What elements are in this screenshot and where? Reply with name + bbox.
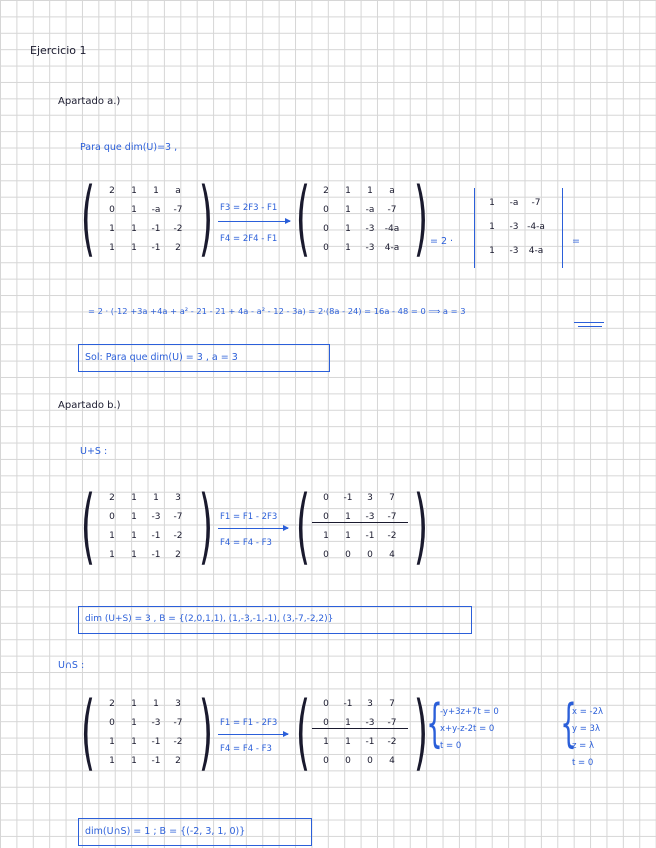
matrix-cell: 0 <box>323 512 329 522</box>
solution-text: Sol: Para que dim(U) = 3 , a = 3 <box>85 352 238 363</box>
matrix-cell: 1 <box>345 718 351 728</box>
left-paren: ( <box>295 479 311 574</box>
det-equals: = <box>572 236 580 247</box>
matrix-cell: a <box>175 186 181 196</box>
matrix-cell: 0 <box>323 550 329 560</box>
matrix-cell: -2 <box>173 737 183 747</box>
matrix-cell: 4 <box>389 550 395 560</box>
matrix-cell: 1 <box>153 699 159 709</box>
matrix-cell: 0 <box>367 756 373 766</box>
matrix-cell: 1 <box>131 550 137 560</box>
determinant-bar <box>562 188 563 268</box>
matrix-cell: 1 <box>489 222 495 232</box>
matrix-cell: 3 <box>175 493 181 503</box>
matrix-cell: -a <box>365 205 375 215</box>
matrix-cell: 3 <box>367 493 373 503</box>
matrix-cell: -3 <box>365 224 375 234</box>
matrix-cell: 1 <box>131 737 137 747</box>
matrix-cell: 1 <box>153 493 159 503</box>
section-a-intro: Para que dim(U)=3 , <box>80 142 178 153</box>
left-paren: ( <box>80 685 96 780</box>
matrix-cell: 1 <box>131 699 137 709</box>
matrix-cell: 1 <box>131 493 137 503</box>
matrix-cell: -7 <box>387 718 397 728</box>
matrix-cell: -3 <box>151 512 161 522</box>
section-b-heading: Apartado b.) <box>58 400 121 411</box>
matrix-cell: 1 <box>131 224 137 234</box>
matrix-cell: 1 <box>109 737 115 747</box>
matrix-cell: -2 <box>387 737 397 747</box>
solution-line: y = 3λ <box>572 724 600 734</box>
matrix-cell: -1 <box>365 531 375 541</box>
matrix-cell: -4-a <box>527 222 545 232</box>
matrix-cell: -3 <box>509 246 519 256</box>
matrix-cell: -4a <box>384 224 400 234</box>
matrix-cell: 1 <box>153 186 159 196</box>
underline <box>574 322 604 323</box>
matrix-cell: -3 <box>509 222 519 232</box>
matrix-cell: 0 <box>109 512 115 522</box>
arrow <box>218 221 290 222</box>
matrix-cell: -1 <box>365 737 375 747</box>
matrix-cell: 1 <box>345 205 351 215</box>
matrix-cell: 0 <box>323 493 329 503</box>
matrix-cell: 2 <box>109 493 115 503</box>
equation-line: -y+3z+7t = 0 <box>440 707 499 717</box>
strike-line <box>312 522 408 523</box>
expansion: = 2 · (-12 +3a +4a + a² - 21 - 21 + 4a - a² - 12 - 3a) = 2·(8a - 24) = 16a - 48 = 0 ⟹ a = 3 <box>88 306 466 316</box>
left-paren: ( <box>295 685 311 780</box>
solution-line: x = -2λ <box>572 707 604 717</box>
solution-brace: { <box>560 694 577 754</box>
matrix-cell: -3 <box>365 512 375 522</box>
matrix-cell: 7 <box>389 699 395 709</box>
matrix-cell: 4-a <box>384 243 400 253</box>
matrix-cell: 1 <box>131 512 137 522</box>
equation-line: t = 0 <box>440 741 462 751</box>
right-paren: ) <box>413 171 429 266</box>
matrix-cell: 1 <box>323 737 329 747</box>
matrix-cell: 0 <box>323 699 329 709</box>
matrix-cell: 1 <box>109 224 115 234</box>
matrix-cell: 1 <box>109 531 115 541</box>
matrix-cell: 2 <box>323 186 329 196</box>
intersection-result-box <box>78 818 312 846</box>
sum-result-box <box>78 606 472 634</box>
matrix-cell: -7 <box>387 512 397 522</box>
matrix-cell: -1 <box>343 493 353 503</box>
matrix-cell: -1 <box>151 756 161 766</box>
matrix-cell: 1 <box>131 243 137 253</box>
section-a-heading: Apartado a.) <box>58 96 121 107</box>
system-brace: { <box>426 694 443 754</box>
matrix-cell: 1 <box>131 718 137 728</box>
matrix-cell: 0 <box>323 243 329 253</box>
right-paren: ) <box>413 685 429 780</box>
matrix-cell: 1 <box>109 243 115 253</box>
matrix-cell: 0 <box>323 718 329 728</box>
matrix-cell: -3 <box>365 243 375 253</box>
exercise-title: Ejercicio 1 <box>30 44 87 57</box>
matrix-cell: 1 <box>489 198 495 208</box>
matrix-cell: 1 <box>345 186 351 196</box>
factor: = 2 · <box>430 236 454 247</box>
matrix-cell: -1 <box>151 550 161 560</box>
matrix-cell: -2 <box>173 224 183 234</box>
matrix-cell: 3 <box>367 699 373 709</box>
matrix-cell: 1 <box>323 531 329 541</box>
matrix-cell: -1 <box>343 699 353 709</box>
right-paren: ) <box>198 171 214 266</box>
equation-line: x+y-z-2t = 0 <box>440 724 495 734</box>
matrix-cell: -7 <box>531 198 541 208</box>
row-op-1: F3 = 2F3 - F1 <box>220 203 278 213</box>
matrix-cell: -7 <box>173 512 183 522</box>
matrix-cell: 2 <box>175 243 181 253</box>
matrix-cell: -7 <box>173 205 183 215</box>
matrix-cell: 7 <box>389 493 395 503</box>
matrix-cell: 1 <box>345 737 351 747</box>
determinant-bar <box>474 188 475 268</box>
matrix-cell: 2 <box>175 550 181 560</box>
matrix-cell: -2 <box>173 531 183 541</box>
row-op-4: F4 = F4 - F3 <box>220 744 272 754</box>
intersection-result-text: dim(U∩S) = 1 ; B = {(-2, 3, 1, 0)} <box>85 826 246 837</box>
left-paren: ( <box>80 479 96 574</box>
matrix-cell: 0 <box>323 224 329 234</box>
strike-line <box>312 728 408 729</box>
underline <box>578 326 602 327</box>
arrow <box>218 528 288 529</box>
matrix-cell: 1 <box>345 531 351 541</box>
sum-label: U+S : <box>80 446 108 457</box>
matrix-cell: 1 <box>109 550 115 560</box>
sum-result-text: dim (U+S) = 3 , B = {(2,0,1,1), (1,-3,-1,-1), (3,-7,-2,2)} <box>85 614 334 624</box>
matrix-cell: -3 <box>365 718 375 728</box>
matrix-cell: 2 <box>175 756 181 766</box>
right-paren: ) <box>413 479 429 574</box>
matrix-cell: -1 <box>151 737 161 747</box>
matrix-cell: 1 <box>131 756 137 766</box>
solution-box <box>78 344 330 372</box>
matrix-cell: 1 <box>109 756 115 766</box>
matrix-cell: 4 <box>389 756 395 766</box>
matrix-cell: 1 <box>345 224 351 234</box>
matrix-cell: 1 <box>131 186 137 196</box>
matrix-cell: -7 <box>387 205 397 215</box>
solution-line: z = λ <box>572 741 595 751</box>
intersection-label: U∩S : <box>58 660 85 671</box>
matrix-cell: 1 <box>131 531 137 541</box>
matrix-cell: 0 <box>109 205 115 215</box>
matrix-cell: -1 <box>151 243 161 253</box>
matrix-cell: 0 <box>323 756 329 766</box>
matrix-cell: 1 <box>489 246 495 256</box>
matrix-cell: -a <box>509 198 519 208</box>
matrix-cell: -a <box>151 205 161 215</box>
matrix-cell: 1 <box>367 186 373 196</box>
left-paren: ( <box>295 171 311 266</box>
matrix-cell: -1 <box>151 531 161 541</box>
matrix-cell: 3 <box>175 699 181 709</box>
matrix-cell: 1 <box>131 205 137 215</box>
right-paren: ) <box>198 479 214 574</box>
matrix-cell: 2 <box>109 699 115 709</box>
matrix-cell: 0 <box>323 205 329 215</box>
right-paren: ) <box>198 685 214 780</box>
matrix-cell: 0 <box>109 718 115 728</box>
matrix-cell: -3 <box>151 718 161 728</box>
row-op-1: F1 = F1 - 2F3 <box>220 512 278 522</box>
matrix-cell: a <box>389 186 395 196</box>
matrix-cell: 0 <box>367 550 373 560</box>
matrix-cell: 4-a <box>528 246 544 256</box>
left-paren: ( <box>80 171 96 266</box>
matrix-cell: 0 <box>345 550 351 560</box>
row-op-2: F4 = F4 - F3 <box>220 538 272 548</box>
matrix-cell: 2 <box>109 186 115 196</box>
row-op-2: F4 = 2F4 - F1 <box>220 234 278 244</box>
row-op-3: F1 = F1 - 2F3 <box>220 718 278 728</box>
matrix-cell: -1 <box>151 224 161 234</box>
arrow <box>218 734 288 735</box>
matrix-cell: 1 <box>345 512 351 522</box>
matrix-cell: 0 <box>345 756 351 766</box>
matrix-cell: -7 <box>173 718 183 728</box>
solution-line: t = 0 <box>572 758 594 768</box>
matrix-cell: 1 <box>345 243 351 253</box>
matrix-cell: -2 <box>387 531 397 541</box>
